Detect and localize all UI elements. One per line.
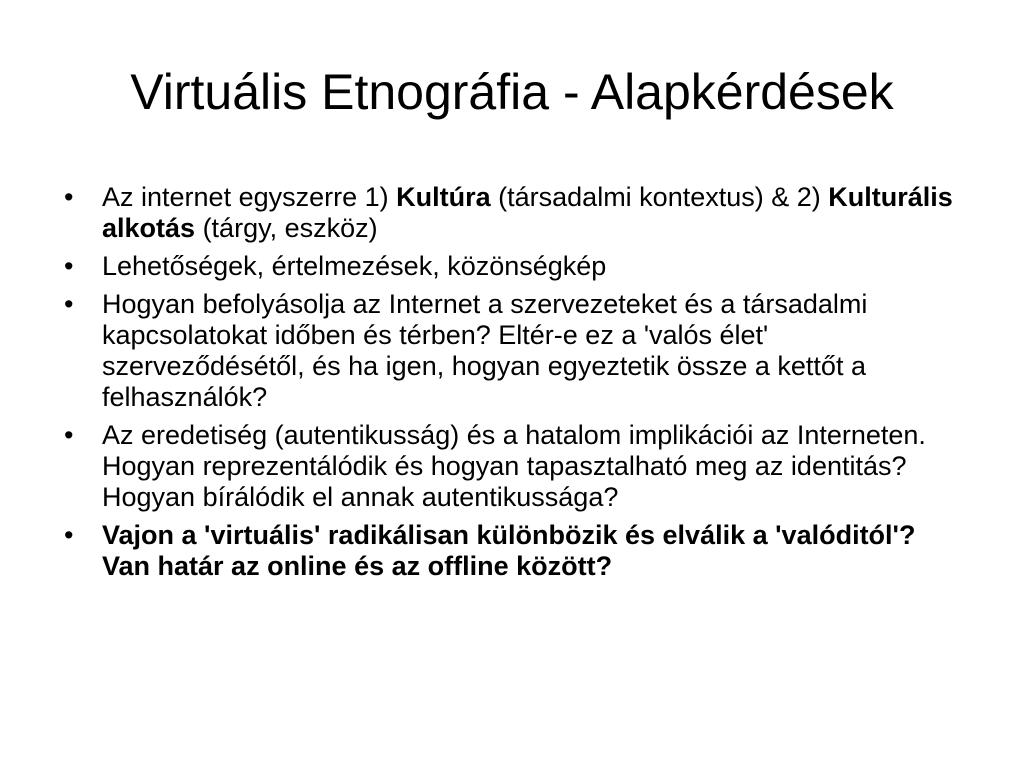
bullet-text [102, 251, 606, 281]
slide-title: Virtuális Etnográfia - Alapkérdések [130, 64, 894, 120]
bullet-dot: • [64, 420, 74, 450]
bullet-segment-bold: Vajon a 'virtuális' radikálisan különbözik és elválik a 'valóditól'? Van határ az online és az offline között? [102, 520, 916, 581]
bullet-dot: • [64, 289, 74, 319]
bullet-text [102, 420, 926, 512]
bullet-text [102, 520, 915, 581]
bullet-item [58, 420, 958, 513]
bullet-text [102, 289, 867, 412]
bullet-segment: Hogyan befolyásolja az Internet a szervezeteket és a társadalmi kapcsolatokat időben és térben? Eltér-e ez a 'valós élet' szerveződésétől, és ha igen, hogyan egyeztetik össze a kettőt a felhasználók? [102, 289, 868, 412]
bullet-segment: Az eredetiség (autentikusság) és a hatalom implikációi az Interneten. Hogyan reprezentálódik és hogyan tapasztalható meg az identitás? Hogyan bírálódik el annak autentikussága? [102, 420, 926, 512]
bullet-item [58, 289, 958, 413]
bullet-segment: (társadalmi kontextus) & 2) [490, 182, 829, 212]
bullet-item [58, 251, 958, 282]
bullet-item [58, 182, 958, 244]
bullet-segment: Lehetőségek, értelmezések, közönségkép [102, 251, 607, 281]
bullet-dot: • [64, 182, 74, 212]
bullet-text [102, 182, 953, 243]
bullet-dot: • [64, 251, 74, 281]
bullet-segment: (tárgy, eszköz) [195, 213, 378, 243]
bullet-segment-bold: Kultúra [396, 182, 491, 212]
bullet-segment: Az internet egyszerre 1) [102, 182, 397, 212]
bullet-dot: • [64, 520, 74, 550]
bullet-segment-bold: Kulturális alkotás [102, 182, 953, 243]
bullet-item [58, 520, 958, 582]
bullet-list [58, 182, 958, 589]
